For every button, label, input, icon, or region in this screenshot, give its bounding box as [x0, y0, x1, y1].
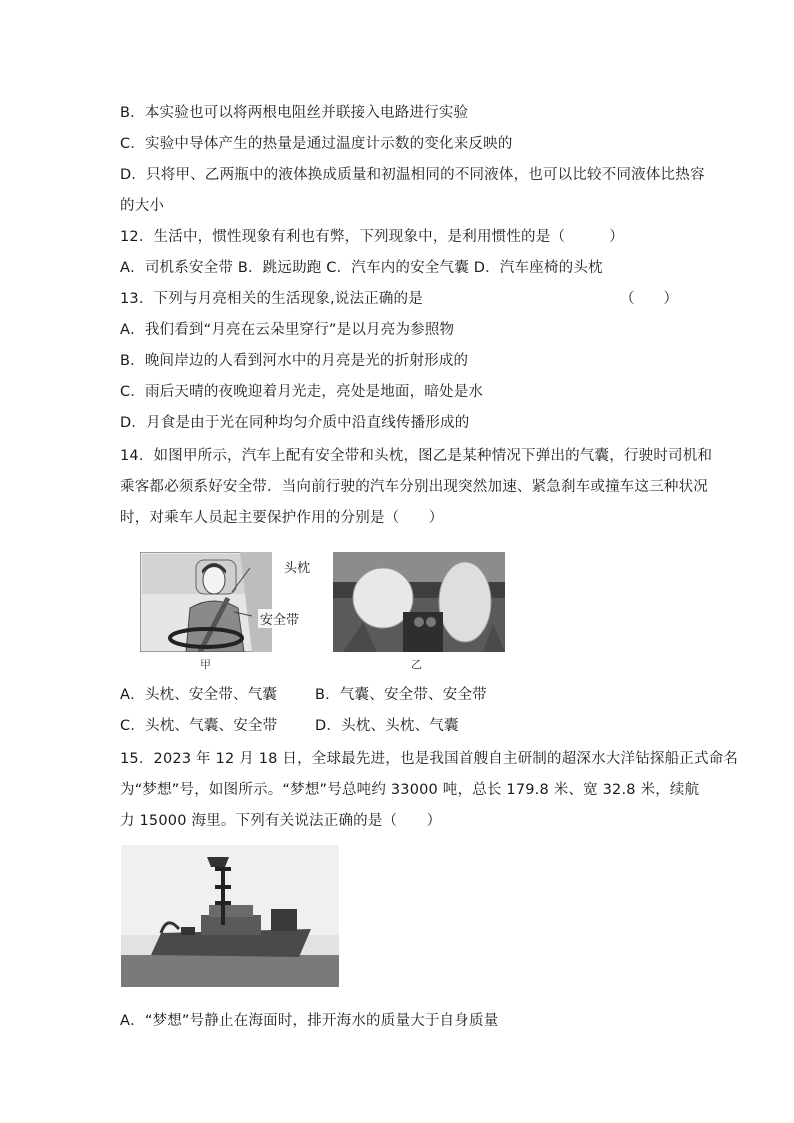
question-13-option-d: D．月食是由于光在同种均匀介质中沿直线传播形成的 — [120, 415, 470, 431]
question-14-line3: 时，对乘车人员起主要保护作用的分别是（ ） — [120, 510, 444, 526]
question-13-option-a: A．我们看到“月亮在云朵里穿行”是以月亮为参照物 — [120, 322, 455, 338]
figure-yi — [333, 552, 505, 652]
question-14-option-c: C．头枕、气囊、安全带 — [120, 718, 278, 734]
figure-jia — [140, 552, 272, 652]
question-12: 12．生活中，惯性现象有利也有弊，下列现象中，是利用惯性的是（ ） — [120, 229, 624, 245]
line-option-c-thermometer: C．实验中导体产生的热量是通过温度计示数的变化来反映的 — [120, 136, 513, 152]
question-15-line2: 为“梦想”号，如图所示。“梦想”号总吨约 33000 吨，总长 179.8 米、宽 32.8 米，续航 — [120, 782, 700, 798]
question-13-option-c: C．雨后天晴的夜晚迎着月光走，亮处是地面，暗处是水 — [120, 384, 484, 400]
question-12-options: A．司机系安全带 B．跳远助跑 C．汽车内的安全气囊 D．汽车座椅的头枕 — [120, 260, 603, 276]
line-option-d-liquids: D．只将甲、乙两瓶中的液体换成质量和初温相同的不同液体，也可以比较不同液体比热容 — [120, 167, 705, 183]
ship-photo — [121, 845, 339, 987]
question-14-line1: 14．如图甲所示，汽车上配有安全带和头枕，图乙是某种情况下弹出的气囊，行驶时司机和 — [120, 448, 713, 464]
question-13-paren: （ ） — [620, 291, 678, 307]
caption-jia: 甲 — [200, 658, 211, 671]
question-13-option-b: B．晚间岸边的人看到河水中的月亮是光的折射形成的 — [120, 353, 469, 369]
caption-yi: 乙 — [411, 658, 422, 671]
question-14-option-a: A．头枕、安全带、气囊 — [120, 687, 278, 703]
label-headrest: 头枕 — [282, 557, 312, 576]
line-option-b-parallel: B．本实验也可以将两根电阻丝并联接入电路进行实验 — [120, 105, 469, 121]
question-15-line3: 力 15000 海里。下列有关说法正确的是（ ） — [120, 813, 442, 829]
question-14-line2: 乘客都必须系好安全带．当向前行驶的汽车分别出现突然加速、紧急刹车或撞车这三种状况 — [120, 479, 708, 495]
ship-illustration — [121, 845, 339, 987]
label-seatbelt: 安全带 — [258, 609, 301, 628]
airbag-illustration — [333, 552, 505, 652]
driver-illustration — [140, 552, 272, 652]
question-13: 13．下列与月亮相关的生活现象,说法正确的是 — [120, 291, 423, 307]
question-15-option-a: A．“梦想”号静止在海面时，排开海水的质量大于自身质量 — [120, 1013, 499, 1029]
question-14-option-d: D．头枕、头枕、气囊 — [315, 718, 459, 734]
question-15-line1: 15．2023 年 12 月 18 日，全球最先进，也是我国首艘自主研制的超深水大洋钻探船正式命名 — [120, 751, 739, 767]
line-option-d-cont: 的大小 — [120, 198, 165, 214]
question-14-option-b: B．气囊、安全带、安全带 — [315, 687, 487, 703]
